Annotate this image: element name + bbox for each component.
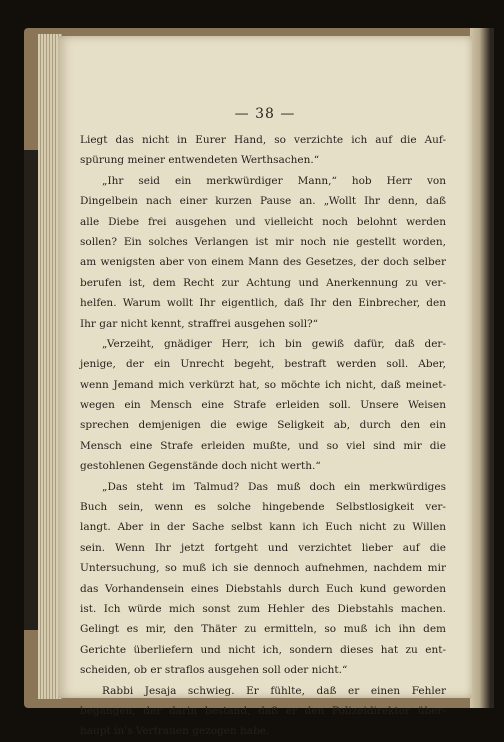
text-line: gestohlenen Gegenstände doch nicht werth.“ [80, 460, 321, 473]
text-line: Untersuchung, so muß ich sie dennoch aufnehmen, nachdem mir [80, 562, 446, 575]
text-line: helfen. Warum wollt Ihr eigentlich, daß Ihr den Einbrecher, den [80, 297, 446, 310]
text-line: wegen ein Mensch eine Strafe erleiden soll. Unsere Weisen [80, 399, 446, 412]
text-line: wenn Jemand mich verkürzt hat, so möchte ich nicht, daß meinet- [80, 378, 446, 391]
text-line: Buch sein, wenn es solche hingebende Selbstlosigkeit ver- [80, 501, 446, 514]
text-line: begangen, der darin bestand, daß er den Polizeidirektor über- [80, 704, 446, 717]
page-number: — 38 — [234, 106, 296, 122]
text-line: sprechen demjenigen die ewige Seligkeit ab, durch den ein [80, 419, 446, 432]
text-line: „Ihr seid ein merkwürdiger Mann,“ hob Herr von [102, 174, 446, 187]
text-line: langt. Aber in der Sache selbst kann ich Euch nicht zu Willen [80, 521, 446, 534]
text-line: ist. Ich würde mich sonst zum Hehler des Diebstahls machen. [80, 602, 446, 615]
text-line: Liegt das nicht in Eurer Hand, so verzichte ich auf die Auf- [80, 134, 446, 146]
text-line: „Das steht im Talmud? Das muß doch ein merkwürdiges [102, 480, 446, 493]
facing-page-edge [470, 28, 494, 708]
text-line: Ihr gar nicht kennt, straffrei ausgehen soll?“ [80, 317, 319, 330]
text-line: „Verzeiht, gnädiger Herr, ich bin gewiß dafür, daß der- [102, 337, 446, 350]
text-line: sollen? Ein solches Verlangen ist mir noch nie gestellt worden, [80, 235, 446, 248]
text-line: berufen ist, dem Recht zur Achtung und Anerkennung zu ver- [80, 276, 446, 289]
text-line: jenige, der ein Unrecht begeht, bestraft werden soll. Aber, [80, 358, 446, 371]
text-line: sein. Wenn Ihr jetzt fortgeht und verzichtet lieber auf die [80, 541, 446, 554]
text-line: am wenigsten aber von einem Mann des Gesetzes, der doch selber [80, 256, 446, 269]
text-line: spürung meiner entwendeten Werthsachen.“ [80, 154, 320, 167]
text-line: Dingelbein nach einer kurzen Pause an. „Wollt Ihr denn, daß [80, 195, 446, 208]
text-line: haupt in's Vertrauen gezogen habe. [80, 725, 270, 738]
text-line: Rabbi Jesaja schwieg. Er fühlte, daß er einen Fehler [102, 684, 446, 697]
text-line: Gerichte überliefern und nicht ich, sondern dieses hat zu ent- [80, 643, 446, 656]
text-line: alle Diebe frei ausgehen und vielleicht noch belohnt werden [80, 215, 446, 228]
text-line: Mensch eine Strafe erleiden mußte, und so viel sind mir die [80, 439, 446, 452]
text-line: Gelingt es mir, den Thäter zu ermitteln, so muß ich ihn dem [80, 623, 446, 636]
book-spine-strip [24, 150, 38, 630]
text-line: scheiden, ob er straflos ausgehen soll oder nicht.“ [80, 664, 348, 677]
text-line: das Vorhandensein eines Diebstahls durch Euch kund geworden [80, 582, 446, 595]
body-text [80, 130, 446, 742]
